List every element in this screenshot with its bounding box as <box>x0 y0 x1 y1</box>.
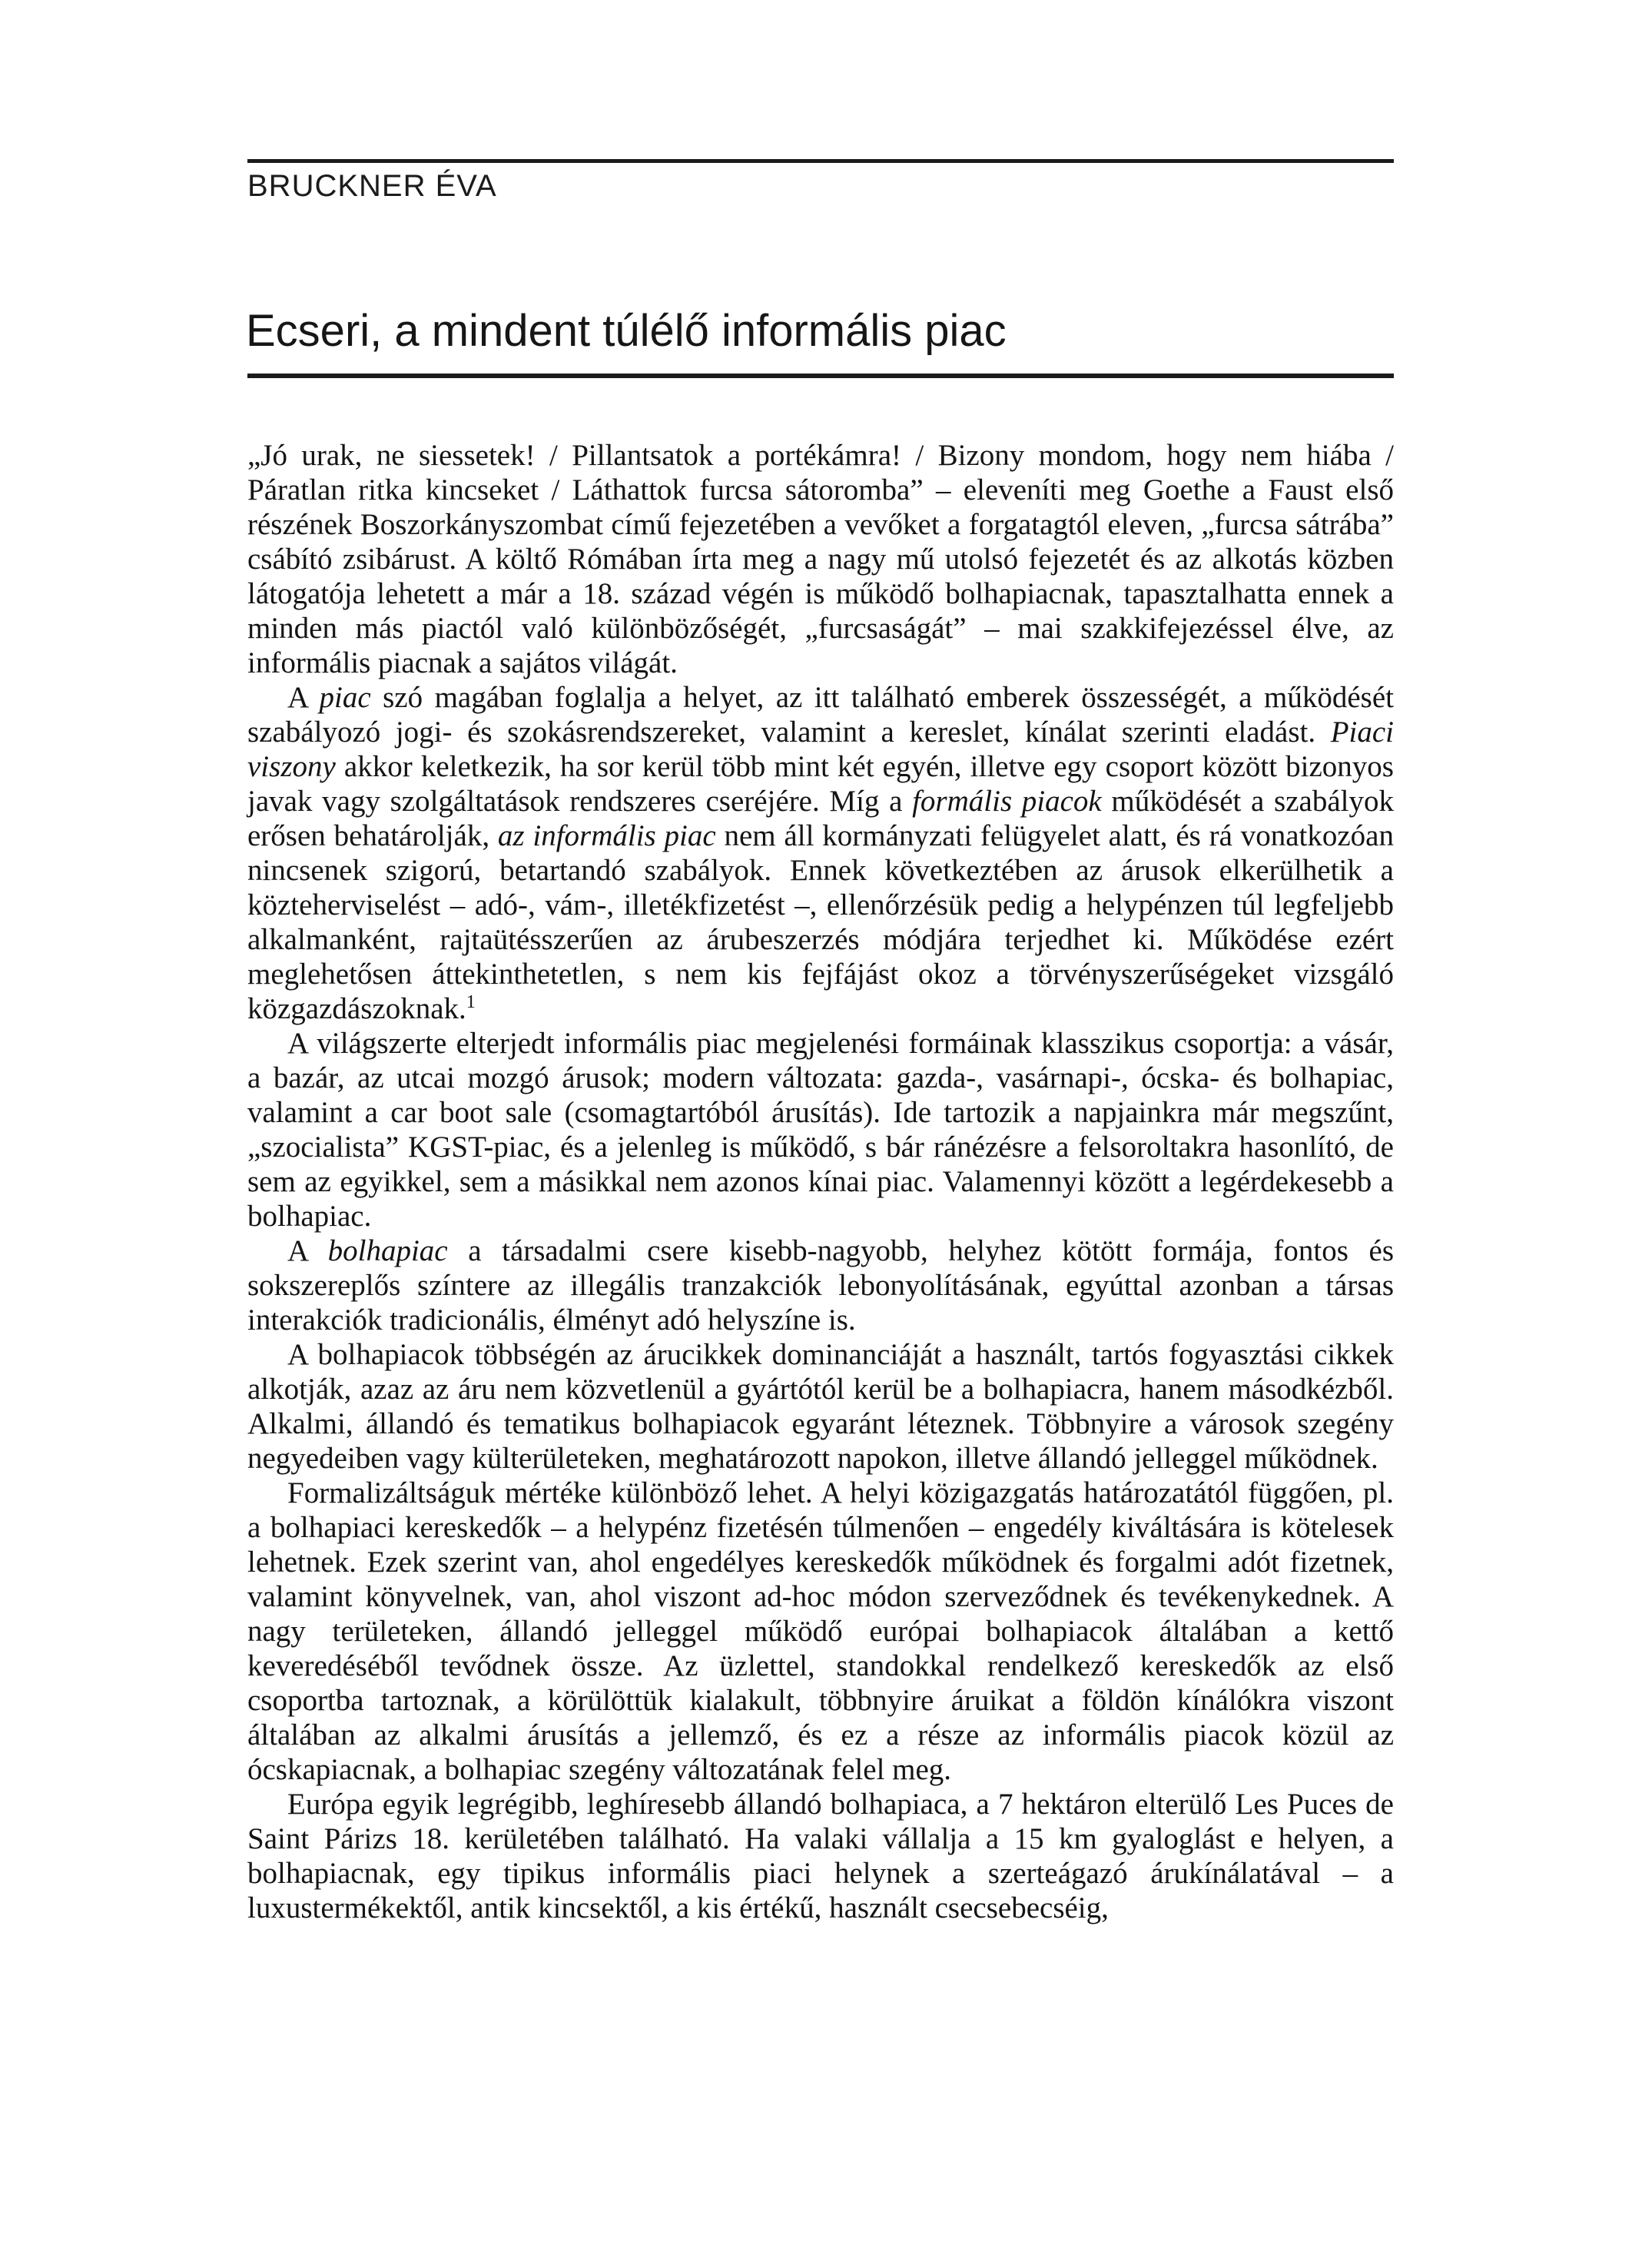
text-run: A bolhapiacok többségén az árucikkek dominanciáját a használt, tartós fogyasztási cikkek alkotják, azaz az áru nem közvetlenül a gyártótól kerül be a bolhapiacra, hanem másodkézből. Alkalmi, állandó és tematikus bolhapiacok egyaránt léteznek. Többnyire a városok szegény negyedeiben vagy külterületeken, meghatározott napokon, illetve állandó jelleggel működnek. <box>247 1338 1394 1475</box>
paragraph <box>247 1026 1394 1234</box>
paragraph <box>247 1476 1394 1787</box>
text-run: „Jó urak, ne siessetek! / Pillantsatok a portékámra! / Bizony mondom, hogy nem hiába / Páratlan ritka kincseket / Láthattok furcsa sátoromba” – eleveníti meg Goethe a Faust első részének Boszorkányszombat című fejezetében a vevőket a forgatagtól eleven, „furcsa sátrába” csábító zsibárust. A költő Rómában írta meg a nagy mű utolsó fejezetét és az alkotás közben látogatója lehetett a már a 18. század végén is működő bolhapiacnak, tapasztalhatta ennek a minden más piactól való különbözőségét, „furcsaságát” – mai szakkifejezéssel élve, az informális piacnak a sajátos világát. <box>247 439 1394 679</box>
paragraph <box>247 680 1394 1026</box>
text-run: A <box>287 681 320 714</box>
text-run: nem áll kormányzati felügyelet alatt, és rá vonatkozóan nincsenek szigorú, betartandó szabályok. Ennek következtében az árusok elkerülhetik a közteherviselést – adó-, vám-, illetékfizetést –, ellenőrzésük pedig a helypénzen túl legfeljebb alkalmanként, rajtaütésszerűen az árubeszerzés módjára terjedhet ki. Működése ezért meglehetősen áttekinthetetlen, s nem kis fejfájást okoz a törvényszerűségeket vizsgáló közgazdászoknak. <box>247 819 1394 1025</box>
italic-text: az informális piac <box>497 819 716 852</box>
text-run: Formalizáltságuk mértéke különböző lehet. A helyi közigazgatás határozatától függően, pl. a bolhapiaci kereskedők – a helypénz fizetésén túlmenően – engedély kiváltására is kötelesek lehetnek. Ezek szerint van, ahol engedélyes kereskedők működnek és forgalmi adót fizetnek, valamint könyvelnek, van, ahol viszont ad-hoc módon szerveződnek és tevékenykednek. A nagy területeken, állandó jelleggel működő európai bolhapiacok általában a kettő keveredéséből tevődnek össze. Az üzlettel, standokkal rendelkező kereskedők az első csoportba tartoznak, a körülöttük kialakult, többnyire áruikat a földön kínálókra viszont általában az alkalmi árusítás a jellemző, és ez a része az informális piacok közül az ócskapiacnak, a bolhapiac szegény változatának felel meg. <box>247 1476 1394 1786</box>
text-run: A <box>287 1234 328 1267</box>
italic-text: piac <box>319 681 371 714</box>
text-run: Európa egyik legrégibb, leghíresebb állandó bolhapiaca, a 7 hektáron elterülő Les Puces de Saint Párizs 18. kerületében található. Ha valaki vállalja a 15 km gyaloglást e helyen, a bolhapiacnak, egy tipikus informális piaci helynek a szerteágazó árukínálatával – a luxustermékektől, antik kincsektől, a kis értékű, használt csecsebecséig, <box>247 1788 1394 1924</box>
paragraph <box>247 1787 1394 1925</box>
text-run: A világszerte elterjedt informális piac megjelenési formáinak klasszikus csoportja: a vásár, a bazár, az utcai mozgó árusok; modern változata: gazda-, vasárnapi-, ócska- és bolhapiac, valamint a car boot sale (csomagtartóból árusítás). Ide tartozik a napjainkra már megszűnt, „szocialista” KGST-piac, és a jelenleg is működő, s bár ránézésre a felsoroltakra hasonlító, de sem az egyikkel, sem a másikkal nem azonos kínai piac. Valamennyi között a legérdekesebb a bolhapiac. <box>247 1027 1394 1233</box>
paragraph <box>247 438 1394 680</box>
header-rule <box>247 159 1394 163</box>
text-run: a társadalmi csere kisebb-nagyobb, helyhez kötött formája, fontos és sokszereplős színtere az illegális tranzakciók lebonyolításának, egyúttal azonban a társas interakciók tradicionális, élményt adó helyszíne is. <box>247 1234 1394 1337</box>
text-run: szó magában foglalja a helyet, az itt található emberek összességét, a működését szabályozó jogi- és szokásrendszereket, valamint a kereslet, kínálat szerinti eladást. <box>247 681 1395 749</box>
italic-text: bolhapiac <box>327 1234 448 1267</box>
italic-text: formális piacok <box>912 785 1102 818</box>
author-name: BRUCKNER ÉVA <box>247 169 497 203</box>
article-body <box>247 438 1394 1925</box>
paragraph <box>247 1234 1394 1337</box>
article-title: Ecseri, a mindent túlélő informális piac <box>246 306 1007 356</box>
italic-text: Piaci viszony <box>247 716 1394 783</box>
title-rule <box>247 374 1394 378</box>
footnote-marker: 1 <box>466 991 476 1012</box>
text-run: működését a szabályok erősen behatárolják, <box>247 785 1394 852</box>
text-run: akkor keletkezik, ha sor kerül több mint két egyén, illetve egy csoport között bizonyos javak vagy szolgáltatások rendszeres cseréjére. Míg a <box>247 750 1394 818</box>
paragraph <box>247 1337 1394 1476</box>
